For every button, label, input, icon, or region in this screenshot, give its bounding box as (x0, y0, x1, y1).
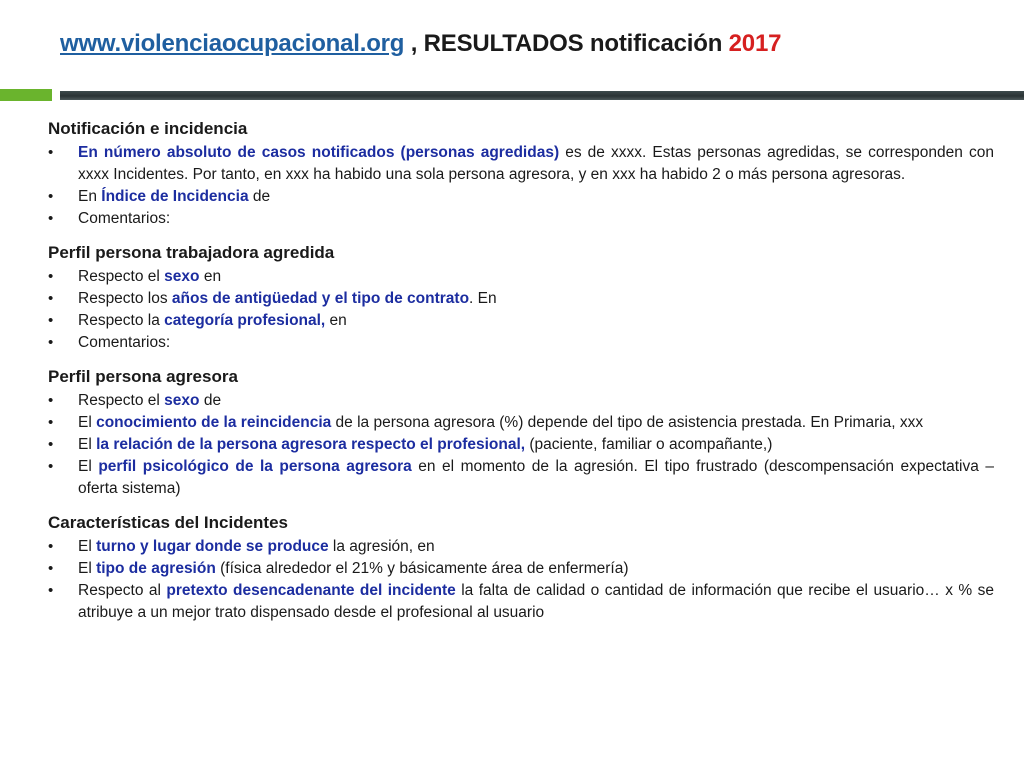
bullet-text: Respecto al (78, 582, 167, 599)
bullet-text: El (78, 560, 97, 577)
bullet-item (48, 186, 994, 208)
bullet-text: es de xxxx. Estas personas agredidas, se corresponden con xxxx Incidentes. Por tanto, en xxx ha habido una sola persona agresora, y en xxx ha habido 2 o más persona agresoras. (78, 144, 994, 183)
website-link[interactable]: www.violenciaocupacional.org (60, 30, 405, 57)
bullet-text: . En (469, 290, 497, 307)
section (48, 242, 994, 354)
section-title: Perfil persona trabajadora agredida (48, 243, 335, 262)
title-text: , RESULTADOS notificación (404, 30, 729, 57)
bullet-item (48, 266, 994, 288)
section (48, 366, 994, 500)
bullet-item (48, 456, 994, 500)
bullet-text: (paciente, familiar o acompañante,) (525, 436, 773, 453)
bullet-text: El (78, 538, 97, 555)
highlighted-text: turno y lugar donde se produce (96, 538, 329, 555)
section (48, 118, 994, 230)
bullet-item (48, 536, 994, 558)
bullet-text: en (325, 312, 347, 329)
bullet-item (48, 580, 994, 624)
highlighted-text: la relación de la persona agresora respecto el profesional, (96, 436, 526, 453)
bullet-item (48, 434, 994, 456)
bullet-list (48, 142, 994, 230)
bullet-list (48, 266, 994, 354)
bullet-item (48, 332, 994, 354)
bullet-text: Respecto los (78, 290, 172, 307)
highlighted-text: conocimiento de la reincidencia (96, 414, 332, 431)
header-divider-bar (60, 91, 1024, 100)
bullet-item (48, 288, 994, 310)
bullet-text: (física alrededor el 21% y básicamente área de enfermería) (215, 560, 629, 577)
bullet-item (48, 142, 994, 186)
highlighted-text: perfil psicológico de la persona agresora (98, 458, 412, 475)
section (48, 512, 994, 624)
bullet-item (48, 390, 994, 412)
slide-title (60, 30, 781, 58)
bullet-text: Comentarios: (78, 334, 171, 351)
highlighted-text: sexo (164, 392, 200, 409)
bullet-text: Comentarios: (78, 210, 171, 227)
bullet-text: Respecto el (78, 268, 165, 285)
highlighted-text: Índice de Incidencia (101, 188, 249, 205)
bullet-text: de la persona agresora (%) depende del tipo de asistencia prestada. En Primaria, xxx (331, 414, 924, 431)
section-title: Características del Incidentes (48, 513, 289, 532)
bullet-list (48, 536, 994, 624)
title-year: 2017 (728, 30, 782, 57)
bullet-text: la agresión, en (328, 538, 435, 555)
bullet-item (48, 412, 994, 434)
highlighted-text: pretexto desencadenante del incidente (166, 582, 456, 599)
highlighted-text: categoría profesional, (164, 312, 326, 329)
bullet-text: en (199, 268, 222, 285)
highlighted-text: años de antigüedad y el tipo de contrato (171, 290, 470, 307)
accent-bar-green (0, 89, 52, 101)
bullet-text: El (78, 414, 97, 431)
bullet-text: Respecto la (78, 312, 165, 329)
bullet-text: de (248, 188, 271, 205)
bullet-list (48, 390, 994, 500)
highlighted-text: tipo de agresión (96, 560, 216, 577)
section-title: Notificación e incidencia (48, 119, 248, 138)
bullet-item (48, 558, 994, 580)
bullet-text: Respecto el (78, 392, 165, 409)
bullet-text: El (78, 436, 97, 453)
bullet-text: En (78, 188, 102, 205)
highlighted-text: sexo (164, 268, 200, 285)
bullet-text: en el momento de la agresión. El tipo frustrado (descompensación expectativa – oferta sistema) (78, 458, 995, 497)
bullet-item (48, 208, 994, 230)
bullet-text: El (78, 458, 99, 475)
bullet-text: de (199, 392, 222, 409)
section-title: Perfil persona agresora (48, 367, 238, 386)
bullet-text: la falta de calidad o cantidad de información que recibe el usuario… x % se atribuye a un mejor trato dispensado desde el profesional al usuario (78, 582, 994, 621)
highlighted-text: En número absoluto de casos notificados (personas agredidas) (78, 144, 560, 161)
bullet-item (48, 310, 994, 332)
slide-body (48, 118, 994, 636)
